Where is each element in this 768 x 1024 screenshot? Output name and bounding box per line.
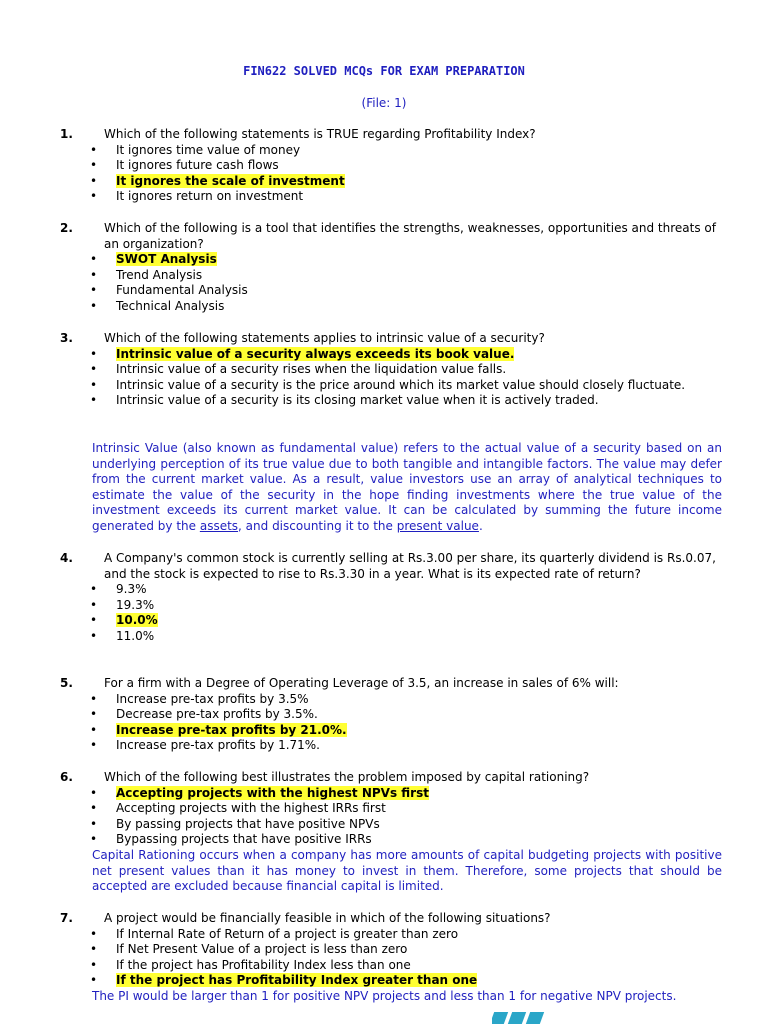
option: • It ignores future cash flows xyxy=(90,158,279,172)
option: • Intrinsic value of a security is the price around which its market value should closely fluctuate. xyxy=(90,377,686,392)
question-2 xyxy=(60,221,722,314)
option-answer: • 10.0% xyxy=(90,613,158,627)
options-list xyxy=(82,143,722,205)
option: • It ignores return on investment xyxy=(90,189,304,203)
question-text: A project would be financially feasible in which of the following situations? xyxy=(104,911,551,925)
option: • It ignores time value of money xyxy=(90,142,301,157)
question-number: 6. xyxy=(60,770,73,784)
explanation-text: Capital Rationing occurs when a company has more amounts of capital budgeting projects with positive net present values than it has money to invest in them. Therefore, some projects that should be accepted are excluded because financial capital is limited. xyxy=(92,848,722,893)
options-list xyxy=(82,252,722,314)
explanation-3 xyxy=(92,441,722,534)
question-text: A Company's common stock is currently selling at Rs.3.00 per share, its quarterly dividend is Rs.0.07, and the stock is expected to rise to Rs.3.30 in a year. What is its expected rate of return? xyxy=(104,551,716,581)
option-answer: • Increase pre-tax profits by 21.0%. xyxy=(90,722,347,737)
question-3 xyxy=(60,331,722,409)
option-answer: • Accepting projects with the highest NPVs first xyxy=(90,785,429,800)
question-1 xyxy=(60,127,722,205)
option: • Increase pre-tax profits by 3.5% xyxy=(90,691,309,706)
question-number: 7. xyxy=(60,911,73,925)
question-number: 3. xyxy=(60,331,73,345)
option: • Accepting projects with the highest IRRs first xyxy=(90,801,386,815)
question-7 xyxy=(60,911,722,989)
explanation-6 xyxy=(92,848,722,895)
file-label: (File: 1) xyxy=(361,96,407,110)
option: • Trend Analysis xyxy=(90,267,203,282)
explanation-text: The PI would be larger than 1 for positive NPV projects and less than 1 for negative NPV projects. xyxy=(92,989,677,1003)
options-list xyxy=(82,582,722,644)
option-answer: • Intrinsic value of a security always exceeds its book value. xyxy=(90,346,515,361)
option: • If Net Present Value of a project is less than zero xyxy=(90,942,408,956)
option-answer: • SWOT Analysis xyxy=(90,252,217,266)
option: • Intrinsic value of a security rises when the liquidation value falls. xyxy=(90,362,507,376)
question-text: Which of the following best illustrates the problem imposed by capital rationing? xyxy=(104,770,590,784)
question-text: Which of the following is a tool that identifies the strengths, weaknesses, opportunities and threats of an organization? xyxy=(104,221,716,251)
question-text: Which of the following statements applies to intrinsic value of a security? xyxy=(104,331,545,345)
options-list xyxy=(82,692,722,754)
option: • Bypassing projects that have positive IRRs xyxy=(90,832,372,846)
question-5 xyxy=(60,676,722,754)
option: • Intrinsic value of a security is its closing market value when it is actively traded. xyxy=(90,393,599,407)
question-6 xyxy=(60,770,722,848)
assets-link[interactable]: assets xyxy=(199,518,239,533)
option-answer: • If the project has Profitability Index greater than one xyxy=(90,973,478,987)
question-4 xyxy=(60,551,722,644)
explanation-7 xyxy=(92,989,722,1005)
option: • If Internal Rate of Return of a project is greater than zero xyxy=(90,926,459,941)
option: • 19.3% xyxy=(90,597,155,612)
option: • If the project has Profitability Index less than one xyxy=(90,957,411,972)
vu-logo xyxy=(492,1012,562,1024)
question-text: Which of the following statements is TRUE regarding Profitability Index? xyxy=(104,127,536,141)
options-list xyxy=(82,786,722,848)
present-value-link[interactable]: present value xyxy=(396,518,479,533)
option: • 11.0% xyxy=(90,628,155,643)
question-number: 5. xyxy=(60,676,73,690)
question-text: For a firm with a Degree of Operating Leverage of 3.5, an increase in sales of 6% will: xyxy=(104,676,619,690)
options-list xyxy=(82,927,722,989)
options-list xyxy=(82,347,722,409)
option: • 9.3% xyxy=(90,582,147,596)
document-title: FIN622 SOLVED MCQs FOR EXAM PREPARATION xyxy=(243,64,525,78)
question-number: 4. xyxy=(60,551,73,565)
question-number: 2. xyxy=(60,221,73,235)
option: • Technical Analysis xyxy=(90,298,225,313)
option-answer: • It ignores the scale of investment xyxy=(90,173,345,188)
option: • Fundamental Analysis xyxy=(90,283,248,297)
option: • By passing projects that have positive NPVs xyxy=(90,816,380,831)
question-number: 1. xyxy=(60,127,73,141)
option: • Decrease pre-tax profits by 3.5%. xyxy=(90,707,318,721)
option: • Increase pre-tax profits by 1.71%. xyxy=(90,738,320,752)
explanation-text: Intrinsic Value (also known as fundamental value) refers to the actual value of a security based on an underlying perception of its true value due to both tangible and intangible factors. The value may defer from the current market value. As a result, value investors use an array of analytical techniques to estimate the value of the security in the hope finding investments where the true value of the investment exceeds its current market value. It can be calculated by summing the future income generated by the assets, and discounting it to the present value. xyxy=(92,441,722,533)
